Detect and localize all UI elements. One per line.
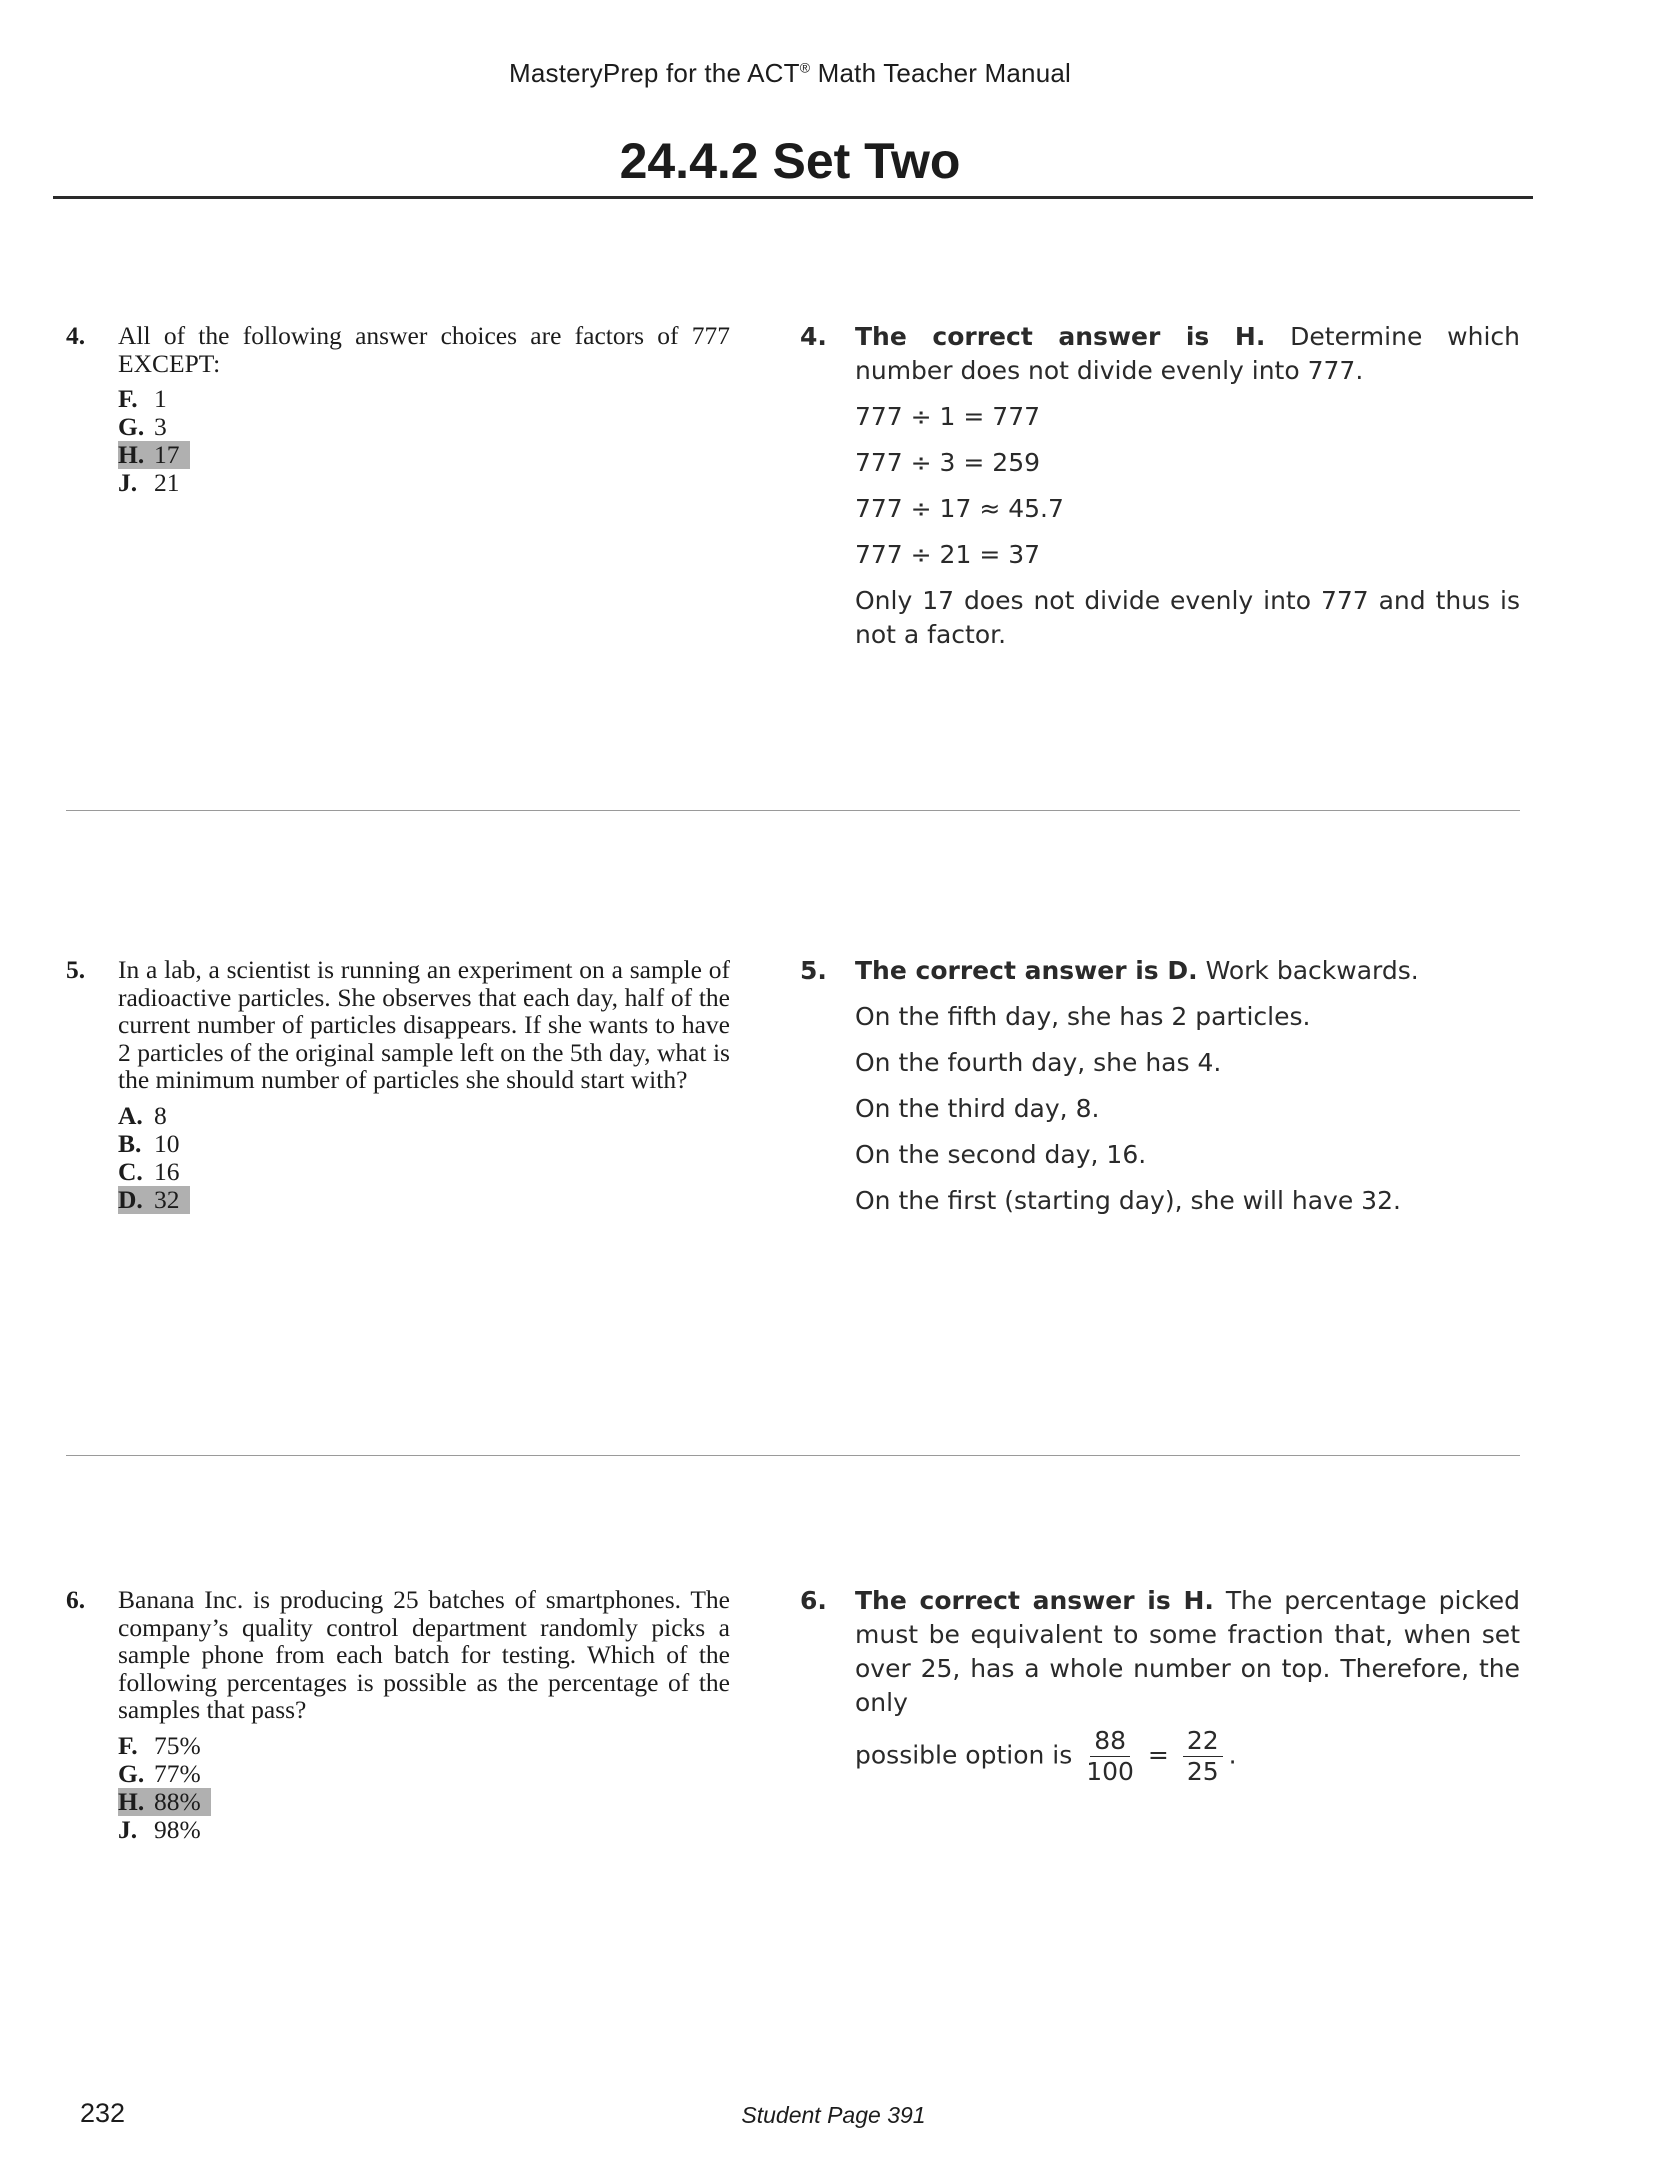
explanation-line: On the third day, 8.	[855, 1094, 1100, 1123]
answer-number: 6.	[800, 1586, 827, 1615]
choice-j: J. 98%	[118, 1814, 201, 1844]
choice-g: G. 3	[118, 412, 167, 441]
choice-f: F. 1	[118, 384, 167, 413]
student-page-reference: Student Page 391	[741, 2102, 926, 2128]
explanation-line: Only 17 does not divide evenly into 777 and thus is not a factor.	[855, 586, 1520, 649]
answer-lead: The correct answer is H. The percentage picked must be equivalent to some fraction that, when set over 25, has a whole number on top. Therefore, the only	[855, 1586, 1520, 1717]
title-divider	[53, 196, 1533, 199]
choice-f: F. 75%	[118, 1730, 201, 1760]
question-text: In a lab, a scientist is running an experiment on a sample of radioactive particles. She observes that each day, half of the current number of particles disappears. If she wants to have 2 particles of the original sample left on the 5th day, what is the minimum number of particles she should start with?	[118, 955, 730, 1094]
choice-b: B. 10	[118, 1128, 180, 1158]
fraction-88-over-100: $\frac{88}{100}$	[1086, 1726, 1134, 1786]
answer-number: 5.	[800, 956, 827, 985]
answer-lead: The correct answer is H. Determine which number does not divide evenly into 777.	[855, 322, 1520, 385]
choice-d-correct: D. 32	[118, 1186, 190, 1214]
explanation-line: 777 ÷ 3 = 259	[855, 448, 1041, 477]
explanation-line: On the first (starting day), she will have 32.	[855, 1186, 1401, 1215]
question-text: Banana Inc. is producing 25 batches of smartphones. The company’s quality control department randomly picks a sample phone from each batch for testing. Which of the following percentages is possible as the percentage of the samples that pass?	[118, 1585, 730, 1724]
explanation-line: 777 ÷ 17 ≈ 45.7	[855, 494, 1064, 523]
answer-choices	[118, 385, 730, 497]
section-divider	[66, 810, 1520, 811]
explanation-line: On the fifth day, she has 2 particles.	[855, 1002, 1311, 1031]
answer-choices	[118, 1732, 730, 1844]
explanation-line: On the second day, 16.	[855, 1140, 1147, 1169]
page-title: 24.4.2 Set Two	[619, 133, 961, 189]
section-divider	[66, 1455, 1520, 1456]
question-text: All of the following answer choices are factors of 777 EXCEPT:	[118, 321, 730, 378]
choice-j: J. 21	[118, 468, 180, 497]
registered-mark: ®	[799, 59, 811, 76]
question-number: 5.	[66, 955, 86, 984]
question-6	[66, 1586, 730, 1844]
answer-choices	[118, 1102, 730, 1214]
page-number: 232	[80, 2098, 126, 2128]
fraction-22-over-25: $\frac{22}{25}$	[1183, 1726, 1223, 1787]
answer-explanation-5	[800, 954, 1520, 1218]
choice-c: C. 16	[118, 1156, 180, 1186]
question-5	[66, 956, 730, 1214]
choice-g: G. 77%	[118, 1758, 201, 1788]
answer-explanation-4	[800, 320, 1520, 652]
fraction-equation: possible option is $\frac{88}{100}$ = $\frac{22}{25}$ .	[855, 1726, 1237, 1786]
running-header: MasteryPrep for the ACT® Math Teacher Manual	[509, 58, 1071, 88]
answer-lead: The correct answer is D. Work backwards.	[855, 956, 1419, 985]
explanation-line: 777 ÷ 1 = 777	[855, 402, 1041, 431]
answer-explanation-6	[800, 1584, 1520, 1787]
answer-number: 4.	[800, 322, 827, 351]
explanation-line: 777 ÷ 21 = 37	[855, 540, 1041, 569]
question-number: 6.	[66, 1585, 86, 1614]
explanation-line: On the fourth day, she has 4.	[855, 1048, 1222, 1077]
choice-a: A. 8	[118, 1100, 167, 1130]
question-4	[66, 322, 730, 497]
question-number: 4.	[66, 321, 86, 350]
choice-h-correct: H. 88%	[118, 1788, 211, 1816]
choice-h-correct: H. 17	[118, 441, 190, 469]
